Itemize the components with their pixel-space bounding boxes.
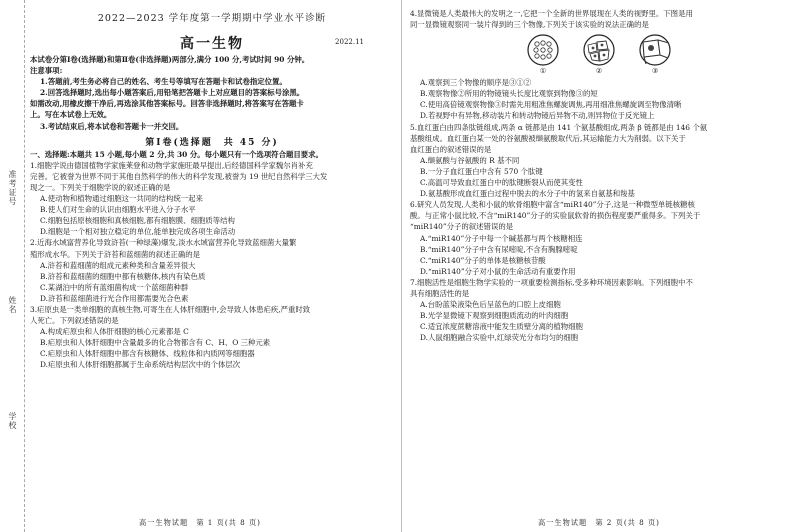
microscope-view-1-icon — [526, 33, 560, 67]
q7-option-b: B.光学显微镜下观察到细胞质流动的叶肉细胞 — [420, 311, 569, 321]
notes-title: 注意事项: — [30, 66, 63, 76]
binding-margin — [3, 0, 31, 532]
q3-option-a: A.构成疟原虫和人体肝细胞的核心元素都是 C — [40, 327, 189, 337]
question-2: 2.近海水域富营养化导致浒苔(一种绿藻)爆发,淡水水域富营养化导致蓝细菌大量繁 — [30, 238, 297, 248]
q1-option-a: A.使动物和植物通过细胞这一共同的结构统一起来 — [40, 194, 203, 204]
question-7: 7.细胞活性是细胞生物学实验的一项重要检测指标,受多种环境因素影响。下列细胞中不 — [410, 277, 693, 287]
q4-option-c: C.使用高倍镜观察物像③时需先用粗准焦螺旋调焦,再用细准焦螺旋调至物像清晰 — [420, 100, 682, 110]
left-content — [30, 8, 394, 371]
q5-option-b: B.一分子血红蛋白中含有 570 个肽键 — [420, 166, 543, 176]
q4-option-d: D.若视野中有异物,移动装片和转动物镜后异物不动,则异物位于反光镜上 — [420, 111, 655, 121]
question-7: 具有细胞活性的是 — [410, 288, 470, 298]
question-5: 血红蛋白的叙述错误的是 — [410, 144, 492, 154]
question-3: 3.疟原虫是一类单细胞的真核生物,可寄生在人体肝细胞中,会导致人体患疟疾,严重时致 — [30, 304, 311, 314]
q4-option-a: A.观察到三个物像的顺序是③①② — [420, 78, 532, 88]
left-footer: 高一生物试题 第 1 页(共 8 页) — [139, 518, 261, 527]
image-2-label: ② — [595, 67, 603, 76]
title-row — [30, 28, 394, 54]
question-5: 基酸组成。血红蛋白某一处的谷氨酸被缬氨酸取代后,其运输能力大为削弱。以下关于 — [410, 133, 686, 143]
question-6: 酸。与正常小鼠比较,不含“miR140”分子的实验鼠软骨的损伤程度要严重得多。下列关于 — [410, 211, 701, 221]
note-line: 2.回答选择题时,选出每小题答案后,用铅笔把答题卡上对应题目的答案标号涂黑。 — [40, 88, 305, 98]
school-label: 学校 — [8, 412, 17, 430]
q5-option-a: A.缬氨酸与谷氨酸的 R 基不同 — [420, 155, 520, 165]
q3-option-d: D.疟原虫和人体肝细胞都属于生命系统结构层次中的个体层次 — [40, 360, 241, 370]
image-2 — [582, 33, 616, 75]
page-divider — [401, 0, 402, 532]
intro-line: 本试卷分第Ⅰ卷(选择题)和第Ⅱ卷(非选择题)两部分,满分 100 分,考试时间 90 分钟。 — [30, 55, 310, 64]
note-line: 上。写在本试卷上无效。 — [30, 110, 112, 120]
question-1: 完善。它被誉为世界不同于其他自然科学的伟大的科学发现,被誉为 19 世纪自然科学三大发 — [30, 171, 328, 181]
q3-option-c: C.疟原虫和人体肝细胞中都含有核糖体、线粒体和内质网等细胞器 — [40, 349, 255, 359]
question-6: 6.研究人员发现,人类和小鼠的软骨细胞中富含“miR140”分子,这是一种微型单链核糖核 — [410, 200, 695, 210]
q4-option-b: B.观察物像②所用的物镜镜头长度比观察到物像③的短 — [420, 89, 598, 99]
note-line: 如需改动,用橡皮擦干净后,再选涂其他答案标号。回答非选择题时,将答案写在答题卡 — [30, 99, 304, 109]
note-line: 1.答题前,考生务必将自己的姓名、考生号等填写在答题卡和试卷指定位置。 — [40, 77, 287, 87]
q2-option-c: C.某湖泊中的所有蓝细菌构成一个蓝细菌种群 — [40, 282, 189, 292]
microscope-figure — [410, 33, 788, 75]
q7-option-a: A.台盼蓝染液染色后呈蓝色的口腔上皮细胞 — [420, 300, 561, 310]
q1-option-d: D.细胞是一个相对独立稳定的单位,能单独完成各项生命活动 — [40, 227, 236, 237]
q2-option-d: D.浒苔和蓝细菌进行光合作用都需要光合色素 — [40, 293, 189, 303]
exam-header: 2022—2023 学年度第一学期期中学业水平诊断 — [97, 13, 327, 24]
question-6: “miR140”分子的叙述错误的是 — [410, 222, 514, 232]
microscope-view-3-icon — [638, 33, 672, 67]
q6-option-b: B.“miR140”分子中含有尿嘧啶,不含有胸腺嘧啶 — [420, 244, 578, 254]
q6-option-a: A.“miR140”分子中每一个碱基都与两个核糖相连 — [420, 233, 583, 243]
right-footer: 高一生物试题 第 2 页(共 8 页) — [538, 518, 660, 527]
question-1: 现之一。下列关于细胞学说的叙述正确的是 — [30, 182, 171, 192]
q1-option-c: C.细胞包括原核细胞和真核细胞,都有细胞膜、细胞质等结构 — [40, 216, 235, 226]
image-3 — [638, 33, 672, 75]
q5-option-c: C.高温可导致血红蛋白中的肽键断裂从而使其变性 — [420, 178, 583, 188]
question-2: 殖形成水华。下列关于浒苔和蓝细菌的叙述正确的是 — [30, 249, 200, 259]
image-3-label: ③ — [651, 67, 659, 76]
question-1: 1.细胞学说由德国植物学家施莱登和动物学家施旺最早提出,后经德国科学家魏尔肖补充 — [30, 160, 313, 170]
exam-date: 2022.11 — [335, 38, 364, 46]
page-title: 高一生物 — [180, 36, 244, 52]
note-line: 3.考试结束后,将本试卷和答题卡一并交回。 — [40, 121, 184, 131]
exam-id-label: 准考证号 — [8, 170, 17, 206]
q6-option-c: C.“miR140”分子的单体是核糖核苷酸 — [420, 255, 546, 265]
question-4: 同一显微镜观察同一装片得到的三个物像,下列关于该实验的说法正确的是 — [410, 20, 649, 30]
right-page — [404, 0, 794, 532]
question-3: 人死亡。下列叙述错误的是 — [30, 316, 119, 326]
q3-option-b: B.疟原虫和人体肝细胞中含量最多的化合物都含有 C、H、O 三种元素 — [40, 338, 271, 348]
q2-option-a: A.浒苔和蓝细菌的组成元素种类和含量差异很大 — [40, 260, 196, 270]
q5-option-d: D.氨基酸形成血红蛋白过程中脱去的水分子中的氢来自氨基和羧基 — [420, 189, 635, 199]
section-intro: 一、选择题:本题共 15 小题,每小题 2 分,共 30 分。每小题只有一个选项符合题目要求。 — [30, 149, 323, 159]
image-1-label: ① — [539, 67, 547, 76]
microscope-view-2-icon — [582, 33, 616, 67]
q7-option-c: C.适宜浓度蔗糖溶液中能发生质壁分离的植物细胞 — [420, 322, 583, 332]
question-5: 5.血红蛋白由四条肽链组成,两条 α 链都是由 141 个氨基酸组成,两条 β 链都是由 146 个氨 — [410, 122, 708, 132]
question-4: 4.显微镜是人类最伟大的发明之一,它把一个全新的世界展现在人类的视野里。下图是用 — [410, 9, 693, 18]
image-1 — [526, 33, 560, 75]
q1-option-b: B.使人们对生命的认识由细胞水平进入分子水平 — [40, 205, 196, 215]
q2-option-b: B.浒苔和蓝细菌的细胞中都有核糖体,核内有染色质 — [40, 271, 206, 281]
name-label: 姓名 — [8, 296, 17, 314]
binding-line — [24, 0, 25, 532]
q7-option-d: D.人鼠细胞融合实验中,红绿荧光分布均匀的细胞 — [420, 333, 579, 343]
right-content — [410, 8, 788, 343]
section-title: 第Ⅰ卷(选择题 共 45 分) — [145, 137, 279, 148]
q6-option-d: D.“miR140”分子对小鼠的生命活动有重要作用 — [420, 266, 576, 276]
